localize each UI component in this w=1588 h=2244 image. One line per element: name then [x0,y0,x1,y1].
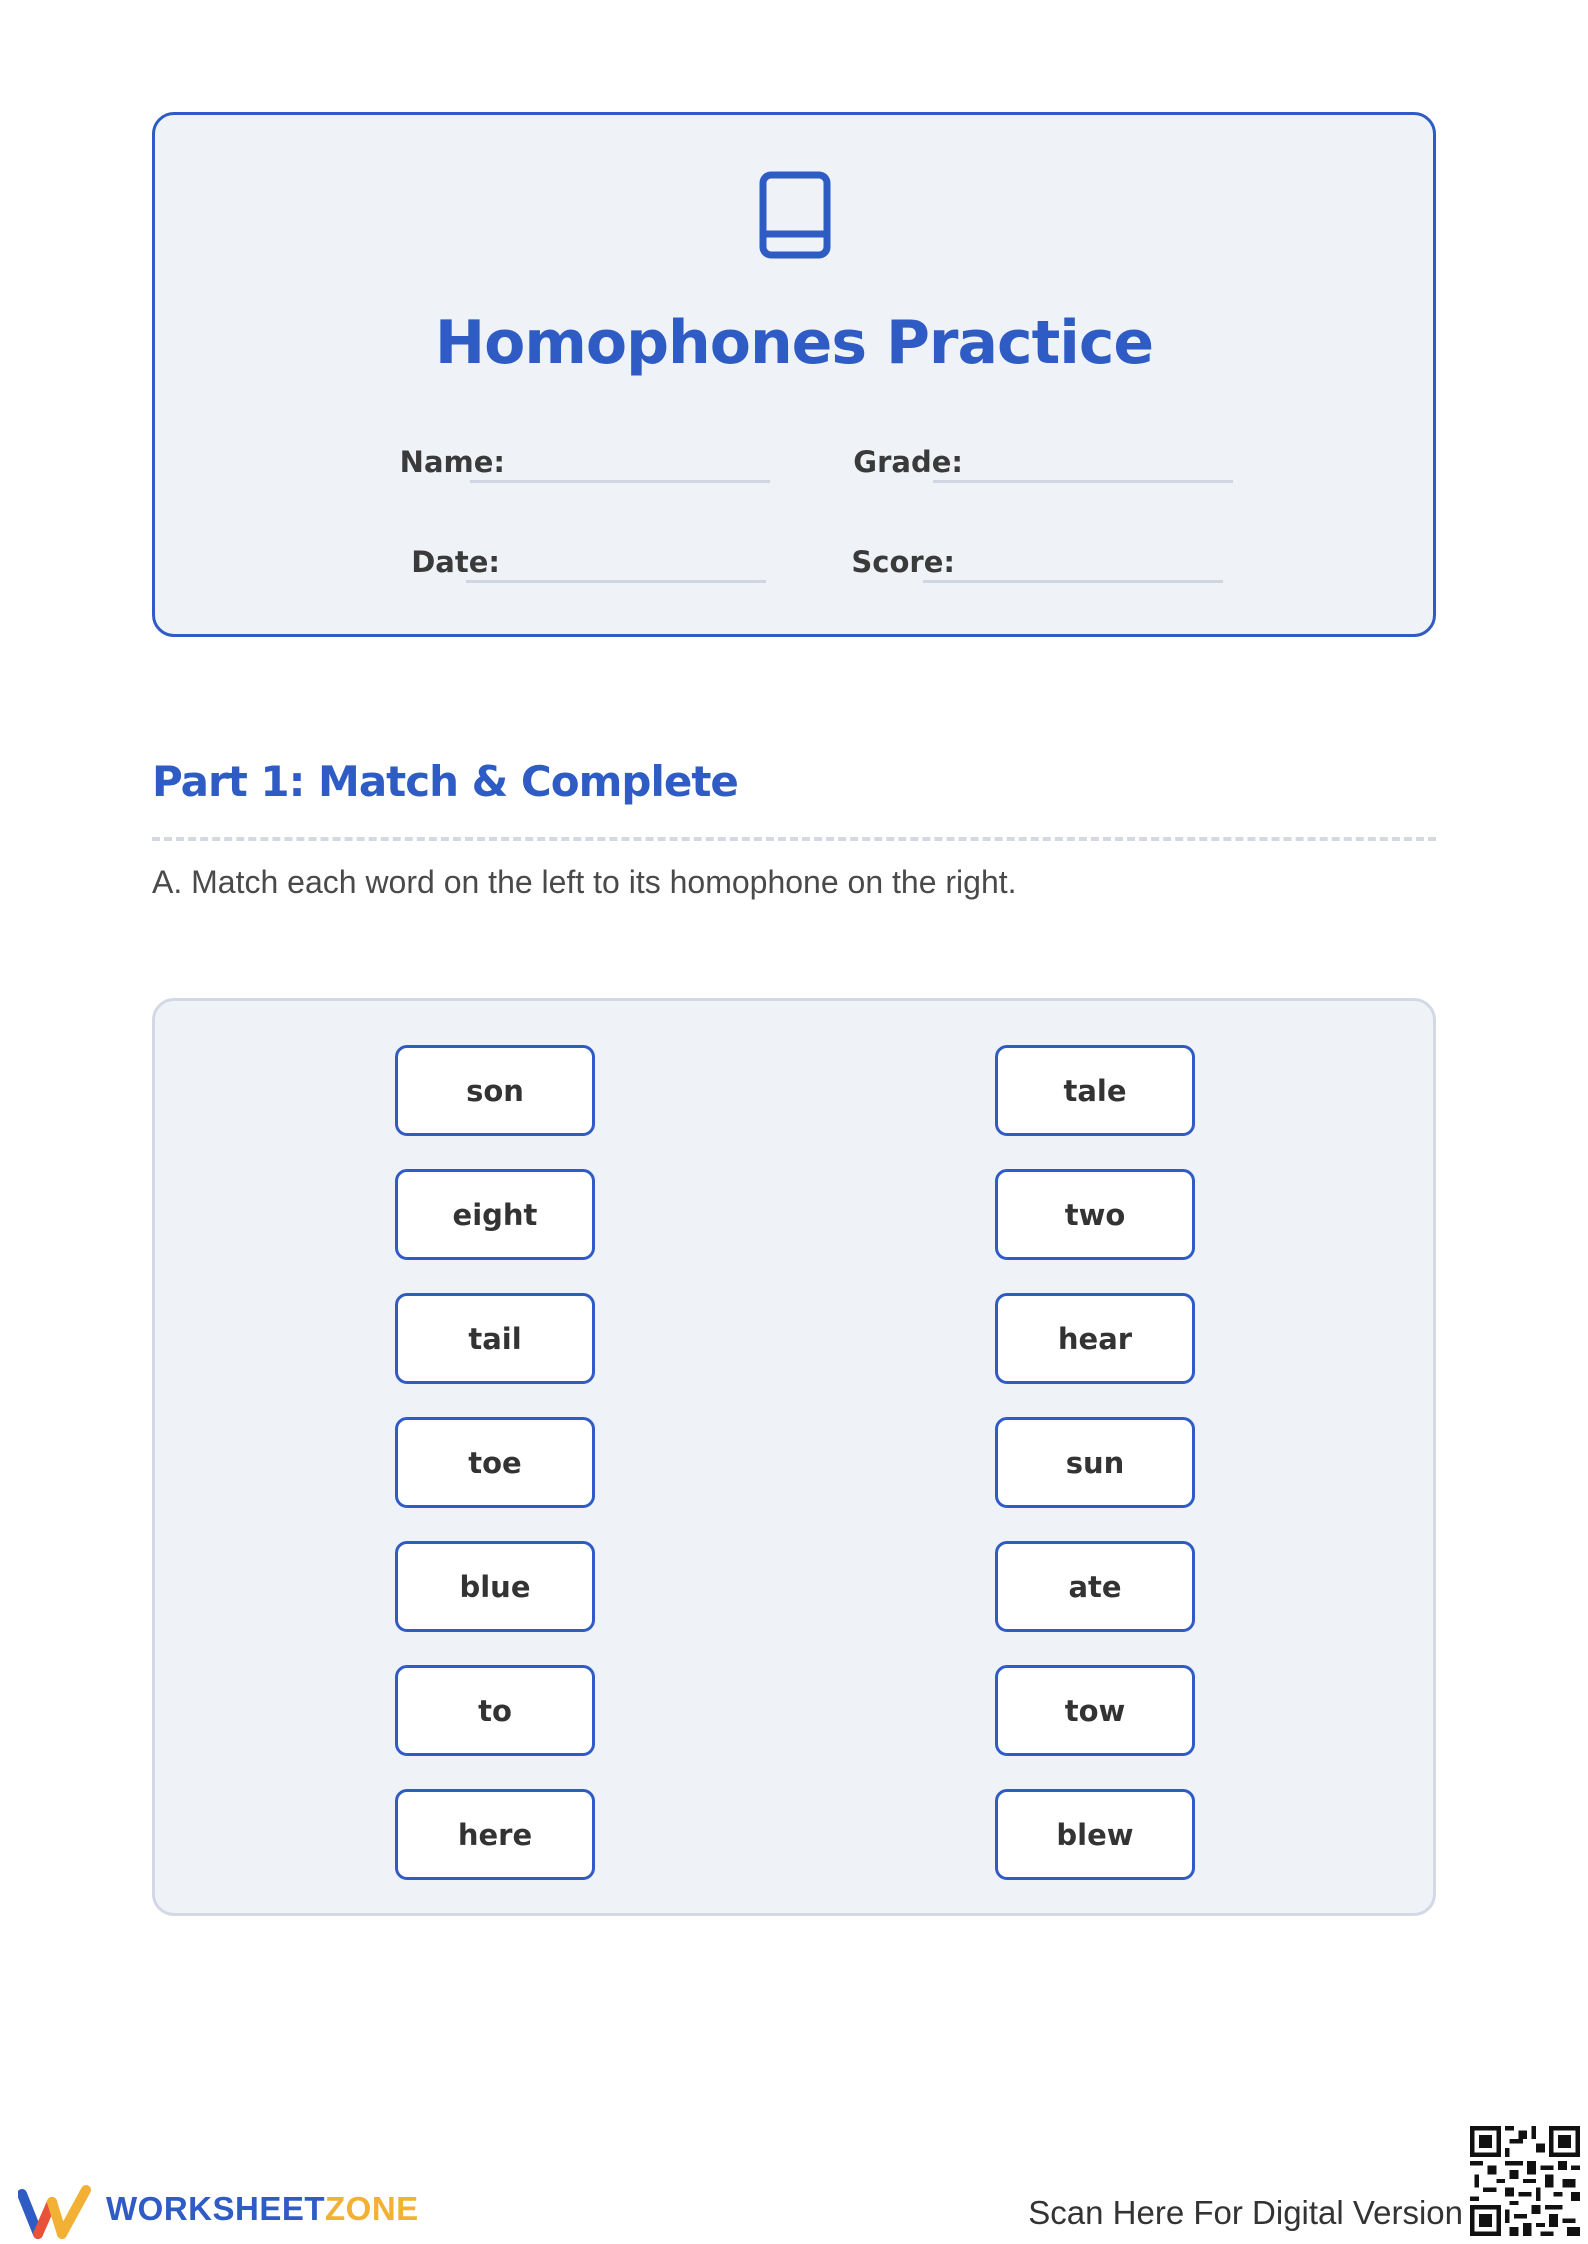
footer-brand [106,2190,419,2228]
left-word-box[interactable]: tail [395,1293,595,1384]
left-word-box[interactable]: to [395,1665,595,1756]
part1-instructions: A. Match each word on the left to its homophone on the right. [152,864,1017,900]
left-word-box[interactable]: eight [395,1169,595,1260]
right-word-box[interactable]: hear [995,1293,1195,1384]
left-word-column [395,1045,595,1913]
qr-code-icon[interactable] [1470,2126,1580,2236]
section-divider [152,837,1436,841]
date-field[interactable] [466,580,766,583]
right-word-column [995,1045,1195,1913]
brand-text-worksheet: WORKSHEET [106,2190,325,2227]
left-word-box[interactable]: toe [395,1417,595,1508]
name-field[interactable] [470,480,770,483]
grade-label: Grade: [853,445,963,479]
right-word-box[interactable]: tale [995,1045,1195,1136]
book-icon [758,170,832,260]
brand-text-zone: ZONE [325,2190,419,2227]
worksheet-header [152,112,1436,637]
right-word-box[interactable]: two [995,1169,1195,1260]
date-label: Date: [411,545,500,579]
name-label: Name: [399,445,505,479]
left-word-box[interactable]: here [395,1789,595,1880]
score-label: Score: [851,545,955,579]
grade-field[interactable] [933,480,1233,483]
worksheetzone-logo-icon [18,2184,92,2240]
right-word-box[interactable]: blew [995,1789,1195,1880]
left-word-box[interactable]: blue [395,1541,595,1632]
right-word-box[interactable]: tow [995,1665,1195,1756]
left-word-box[interactable]: son [395,1045,595,1136]
right-word-box[interactable]: ate [995,1541,1195,1632]
right-word-box[interactable]: sun [995,1417,1195,1508]
worksheet-title: Homophones Practice [434,308,1154,378]
score-field[interactable] [923,580,1223,583]
part1-title: Part 1: Match & Complete [152,757,738,806]
matching-panel [152,998,1436,1916]
scan-here-text: Scan Here For Digital Version [1028,2194,1463,2231]
